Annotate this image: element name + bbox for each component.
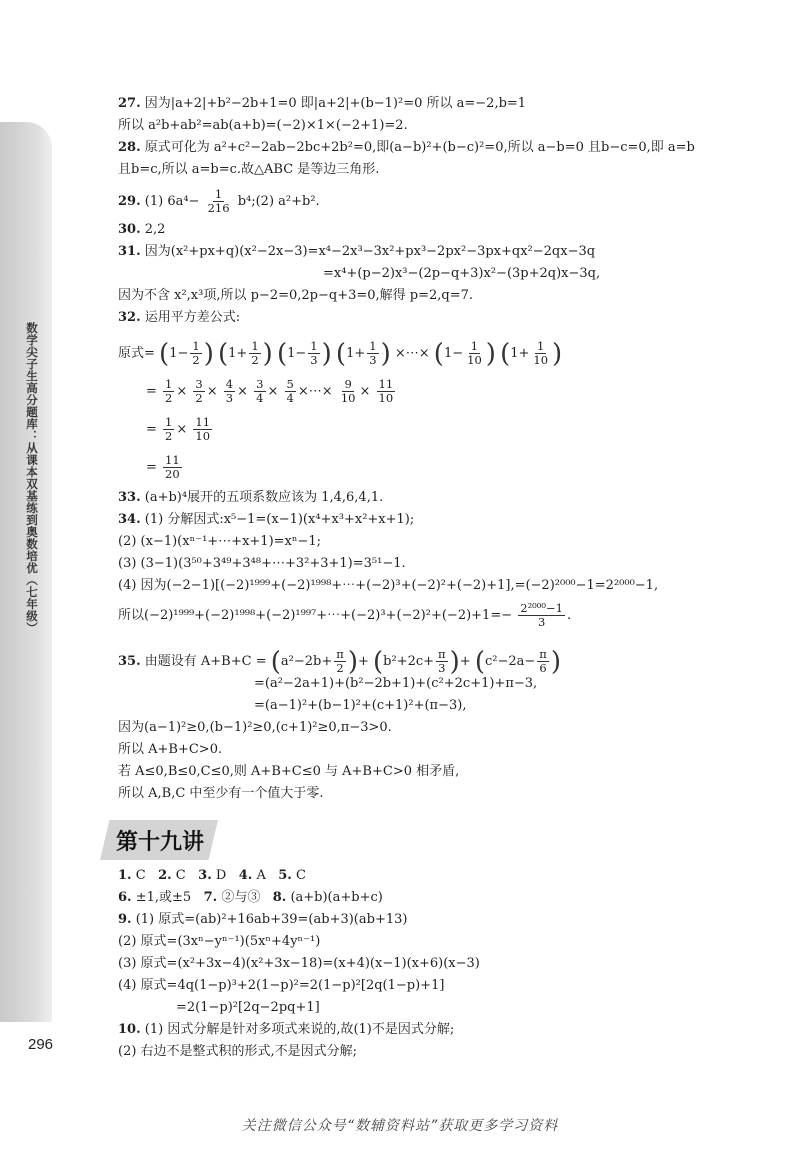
q29-line: 29. (1) 6a⁴− $\frac{1}{216}$ b⁴;(2) a²+b². xyxy=(118,187,320,215)
q34-line-2: (2) (x−1)(xⁿ⁻¹+⋯+x+1)=xⁿ−1; xyxy=(118,534,322,549)
q33-line: 33. (a+b)⁴展开的五项系数应该为 1,4,6,4,1. xyxy=(118,490,384,505)
s19-q9-line-4: (4) 原式=4q(1−p)³+2(1−p)²=2(1−p)²[2q(1−p)+1] xyxy=(118,978,445,993)
q34-line-5: 所以(−2)¹⁹⁹⁹+(−2)¹⁹⁹⁸+(−2)¹⁹⁹⁷+⋯+(−2)³+(−2)²+(−2)+1=− $\frac{\text{2²⁰⁰⁰−1}}{3}$ . xyxy=(118,601,572,629)
side-tab xyxy=(0,122,52,1022)
s19-q9-line-2: (2) 原式=(3xⁿ−yⁿ⁻¹)(5xⁿ+4yⁿ⁻¹) xyxy=(118,934,321,949)
s19-q9-line-5: =2(1−p)²[2q−2pq+1] xyxy=(176,1000,320,1015)
q32-line-3: = $\frac{1}{2}$ × $\frac{3}{2}$ × $\frac{4}{3}$ × $\frac{3}{4}$ × $\frac{5}{4}$ ×⋯× $\frac{9}{10}$ × $\frac{11}{10}$ xyxy=(146,377,394,405)
q28-line-2: 且b=c,所以 a=b=c.故△ABC 是等边三角形. xyxy=(118,162,380,177)
q30-line: 30. 2,2 xyxy=(118,222,166,237)
q34-line-3: (3) (3−1)(3⁵⁰+3⁴⁹+3⁴⁸+⋯+3²+3+1)=3⁵¹−1. xyxy=(118,556,406,571)
q35-line-2: =(a²−2a+1)+(b²−2b+1)+(c²+2c+1)+π−3, xyxy=(254,676,538,691)
q35-line-6: 若 A≤0,B≤0,C≤0,则 A+B+C≤0 与 A+B+C>0 相矛盾, xyxy=(118,764,460,779)
q34-line-4: (4) 因为(−2−1)[(−2)¹⁹⁹⁹+(−2)¹⁹⁹⁸+⋯+(−2)³+(−2)²+(−2)+1],=(−2)²⁰⁰⁰−1=2²⁰⁰⁰−1, xyxy=(118,578,659,593)
q31-line-3: 因为不含 x²,x³项,所以 p−2=0,2p−q+3=0,解得 p=2,q=7. xyxy=(118,288,474,303)
q31-line-2: =x⁴+(p−2)x³−(2p−q+3)x²−(3p+2q)x−3q, xyxy=(323,266,601,281)
fraction-third: $\frac{1}{3}$ xyxy=(310,339,318,367)
s19-q10-line-1: 10. (1) 因式分解是针对多项式来说的,故(1)不是因式分解; xyxy=(118,1022,455,1037)
s19-q9-line-1: 9. (1) 原式=(ab)²+16ab+39=(ab+3)(ab+13) xyxy=(118,912,408,927)
q27-line-2: 所以 a²b+ab²=ab(a+b)=(−2)×1×(−2+1)=2. xyxy=(118,118,408,133)
q31-line-1: 31. 因为(x²+px+q)(x²−2x−3)=x⁴−2x³−3x²+px³−2px²−3px+qx²−2qx−3q xyxy=(118,244,596,259)
q35-line-3: =(a−1)²+(b−1)²+(c+1)²+(π−3), xyxy=(254,698,467,713)
q35-line-4: 因为(a−1)²≥0,(b−1)²≥0,(c+1)²≥0,π−3>0. xyxy=(118,720,392,735)
fraction-half: $\frac{1}{2}$ xyxy=(251,339,259,367)
fraction-half: $\frac{1}{2}$ xyxy=(192,339,200,367)
q29-fraction: $\frac{1}{216}$ xyxy=(207,187,230,215)
section-heading xyxy=(100,820,220,860)
s19-q9-line-3: (3) 原式=(x²+3x−4)(x²+3x−18)=(x+4)(x−1)(x+6)(x−3) xyxy=(118,956,480,971)
s19-answers-6-8: 6. ±1,或±5 7. ②与③ 8. (a+b)(a+b+c) xyxy=(118,890,383,905)
section-title: 第十九讲 xyxy=(116,829,205,855)
q32-line-5: = $\frac{11}{20}$ xyxy=(146,453,180,481)
q34-line-1: 34. (1) 分解因式:x⁵−1=(x−1)(x⁴+x³+x²+x+1); xyxy=(118,512,415,527)
side-tab-title: 数学尖子生高分题库：从课本双基练到奥数培优（七年级） xyxy=(25,322,39,634)
page-number: 296 xyxy=(28,1036,54,1053)
q32-line-2: 原式= (1− $\frac{1}{2}$ ) (1+ $\frac{1}{2}$ ) (1− $\frac{1}{3}$ ) (1+ $\frac{1}{3}$ ) ×⋯× (1− $\frac{1}{10}$ ) (1+ $\frac{1}{10}$ ) xyxy=(118,339,563,369)
q27-line-1: 27. 因为|a+2|+b²−2b+1=0 即|a+2|+(b−1)²=0 所以 a=−2,b=1 xyxy=(118,96,527,111)
fraction-tenth: $\frac{1}{10}$ xyxy=(533,339,549,367)
fraction-third: $\frac{1}{3}$ xyxy=(369,339,377,367)
footer-note: 关注微信公众号“数辅资料站”获取更多学习资料 xyxy=(241,1118,559,1134)
q35-line-5: 所以 A+B+C>0. xyxy=(118,742,223,757)
q35-line-7: 所以 A,B,C 中至少有一个值大于零. xyxy=(118,786,324,801)
s19-answers-1-5: 1. C 2. C 3. D 4. A 5. C xyxy=(118,868,306,883)
fraction-tenth: $\frac{1}{10}$ xyxy=(467,339,482,367)
q32-line-4: = $\frac{1}{2}$ × $\frac{11}{10}$ xyxy=(146,415,211,443)
q28-line-1: 28. 原式可化为 a²+c²−2ab−2bc+2b²=0,即(a−b)²+(b−c)²=0,所以 a−b=0 且b−c=0,即 a=b xyxy=(118,140,695,155)
q32-line-1: 32. 运用平方差公式: xyxy=(118,310,241,325)
s19-q10-line-2: (2) 右边不是整式积的形式,不是因式分解; xyxy=(118,1044,358,1059)
q35-line-1: 35. 由题设有 A+B+C = (a²−2b+ $\frac{\pi}{2}$ )+ (b²+2c+ $\frac{\pi}{3}$ )+ (c²−2a− $\frac{\pi}{6}$ ) xyxy=(118,647,561,677)
